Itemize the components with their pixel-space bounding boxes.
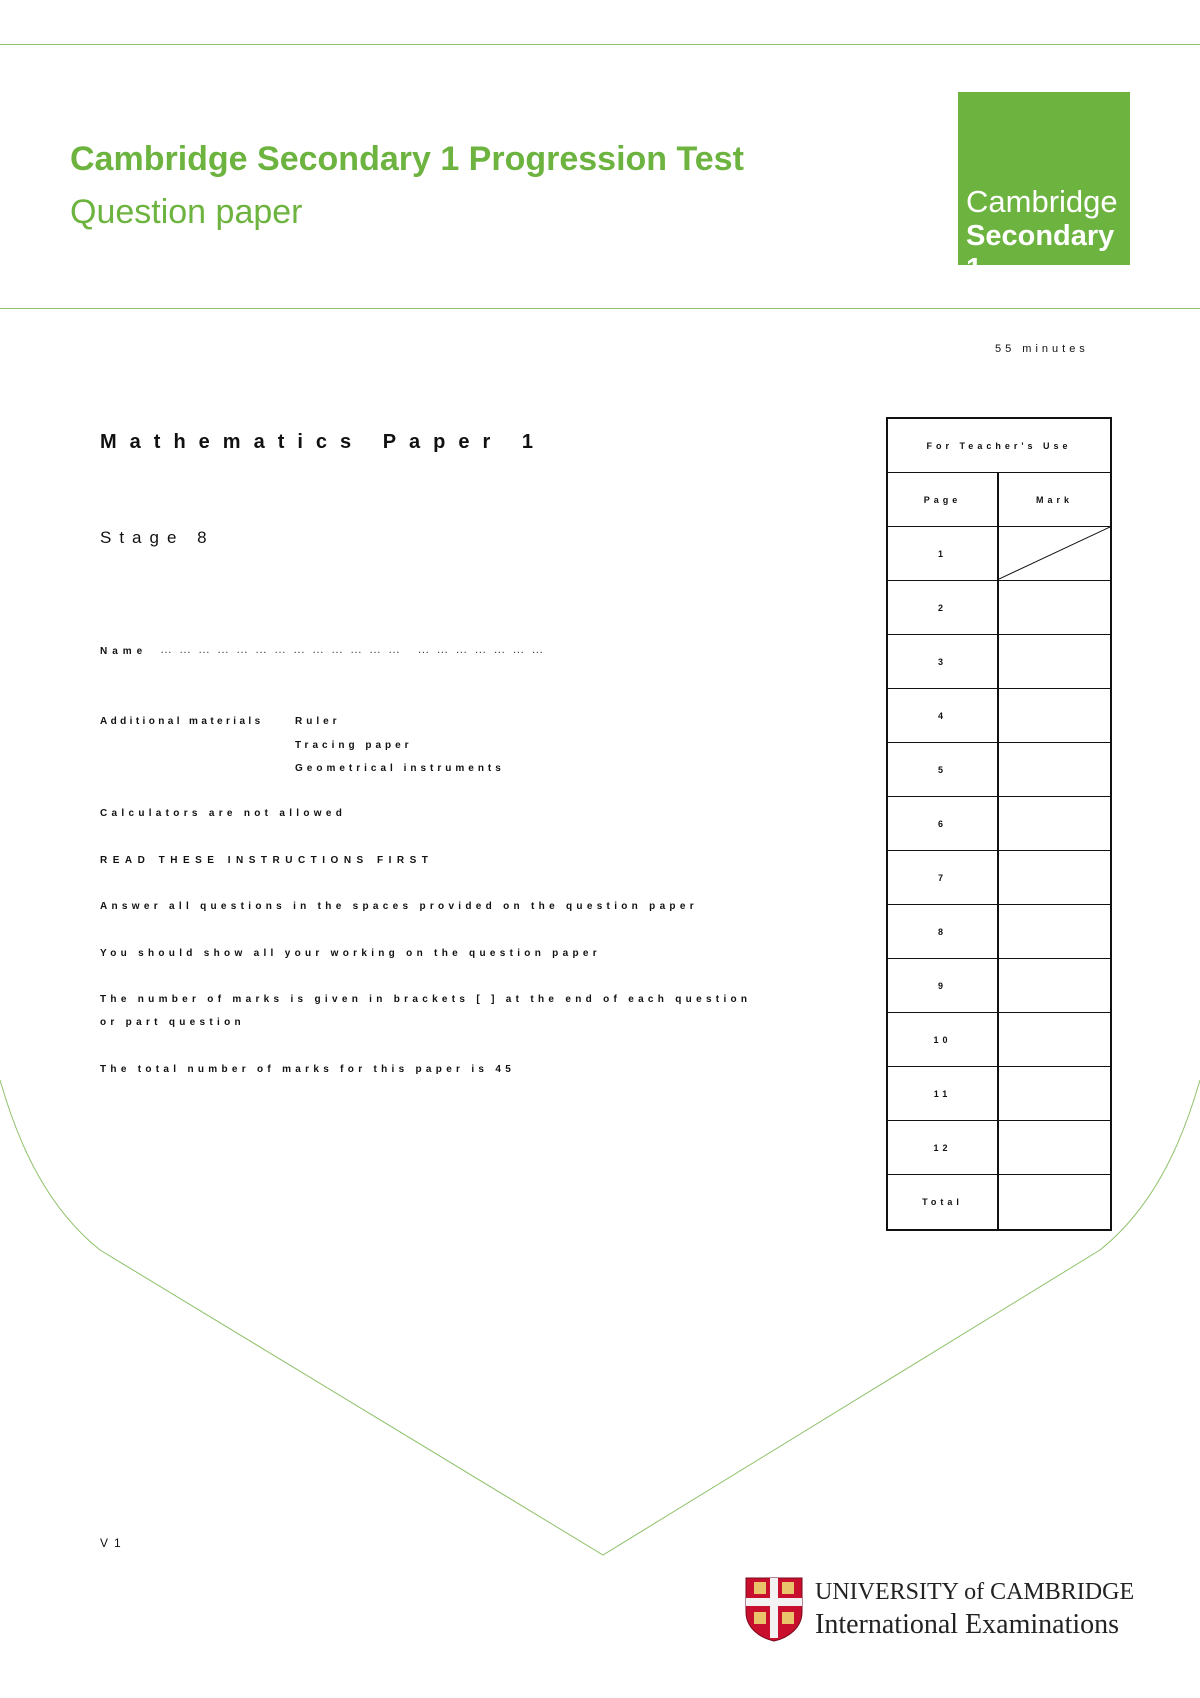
table-row — [888, 527, 1110, 581]
instruction-line: or part question — [100, 1017, 245, 1028]
material-item: Geometrical instruments — [295, 763, 505, 774]
instruction-line: The number of marks is given in brackets [ ] at the end of each question — [100, 994, 752, 1005]
table-column-headers — [888, 473, 1110, 527]
page-number-cell: 5 — [888, 743, 999, 796]
page-number-cell: 8 — [888, 905, 999, 958]
table-row — [888, 797, 1110, 851]
table-row — [888, 635, 1110, 689]
table-row — [888, 851, 1110, 905]
column-header-page: Page — [888, 473, 999, 526]
mark-cell[interactable] — [999, 851, 1110, 904]
mark-cell[interactable] — [999, 635, 1110, 688]
name-label: Name — [100, 646, 148, 657]
name-field-dots[interactable]: ………………………………… ………………… — [160, 642, 551, 656]
mark-cell[interactable] — [999, 797, 1110, 850]
instruction-line: Answer all questions in the spaces provided on the question paper — [100, 901, 698, 912]
table-row — [888, 1121, 1110, 1175]
table-row — [888, 1175, 1110, 1229]
instructions-heading: READ THESE INSTRUCTIONS FIRST — [100, 855, 434, 866]
diagonal-strike — [999, 527, 1110, 581]
table-header-row — [888, 419, 1110, 473]
table-row — [888, 581, 1110, 635]
table-header: For Teacher's Use — [926, 441, 1072, 451]
table-row — [888, 689, 1110, 743]
material-item: Ruler — [295, 716, 341, 727]
page-number-cell: 3 — [888, 635, 999, 688]
page-number-cell: 11 — [888, 1067, 999, 1120]
table-row — [888, 959, 1110, 1013]
mark-cell[interactable] — [999, 1013, 1110, 1066]
mark-cell[interactable] — [999, 905, 1110, 958]
teacher-use-table — [886, 417, 1112, 1231]
calculator-notice: Calculators are not allowed — [100, 808, 347, 819]
page-number-cell: 2 — [888, 581, 999, 634]
instruction-line: You should show all your working on the question paper — [100, 948, 601, 959]
logo-text-line1: Cambridge — [966, 184, 1118, 219]
page-number-cell: 12 — [888, 1121, 999, 1174]
mark-cell[interactable] — [999, 959, 1110, 1012]
materials-label: Additional materials — [100, 716, 264, 727]
table-row — [888, 1013, 1110, 1067]
university-subname: International Examinations — [815, 1609, 1120, 1640]
mark-cell[interactable] — [999, 689, 1110, 742]
page-number-cell: Total — [888, 1175, 999, 1229]
page-number-cell: 7 — [888, 851, 999, 904]
page-number-cell: 9 — [888, 959, 999, 1012]
material-item: Tracing paper — [295, 740, 413, 751]
mark-cell[interactable] — [999, 1121, 1110, 1174]
table-row — [888, 1067, 1110, 1121]
column-header-mark: Mark — [1035, 494, 1073, 505]
university-crest-icon — [744, 1576, 804, 1642]
paper-title: Mathematics Paper 1 — [100, 431, 546, 453]
page-subtitle: Question paper — [70, 193, 303, 231]
stage-label: Stage 8 — [100, 528, 215, 547]
version-label: V1 — [100, 1536, 127, 1550]
page-number-cell: 4 — [888, 689, 999, 742]
logo-text-line2: Secondary 1 — [966, 220, 1115, 285]
mark-cell[interactable] — [999, 1067, 1110, 1120]
mark-cell[interactable] — [999, 581, 1110, 634]
page-title: Cambridge Secondary 1 Progression Test — [70, 140, 744, 178]
table-row — [888, 743, 1110, 797]
mark-cell[interactable] — [999, 743, 1110, 796]
university-name: UNIVERSITY of CAMBRIDGE — [815, 1579, 1135, 1605]
page-number-cell: 10 — [888, 1013, 999, 1066]
duration-label: 55 minutes — [995, 343, 1089, 355]
table-row — [888, 905, 1110, 959]
mark-cell[interactable] — [999, 527, 1110, 580]
page-number-cell: 6 — [888, 797, 999, 850]
instruction-line: The total number of marks for this paper is 45 — [100, 1064, 516, 1075]
page-number-cell: 1 — [888, 527, 999, 580]
mark-cell[interactable] — [999, 1175, 1110, 1229]
